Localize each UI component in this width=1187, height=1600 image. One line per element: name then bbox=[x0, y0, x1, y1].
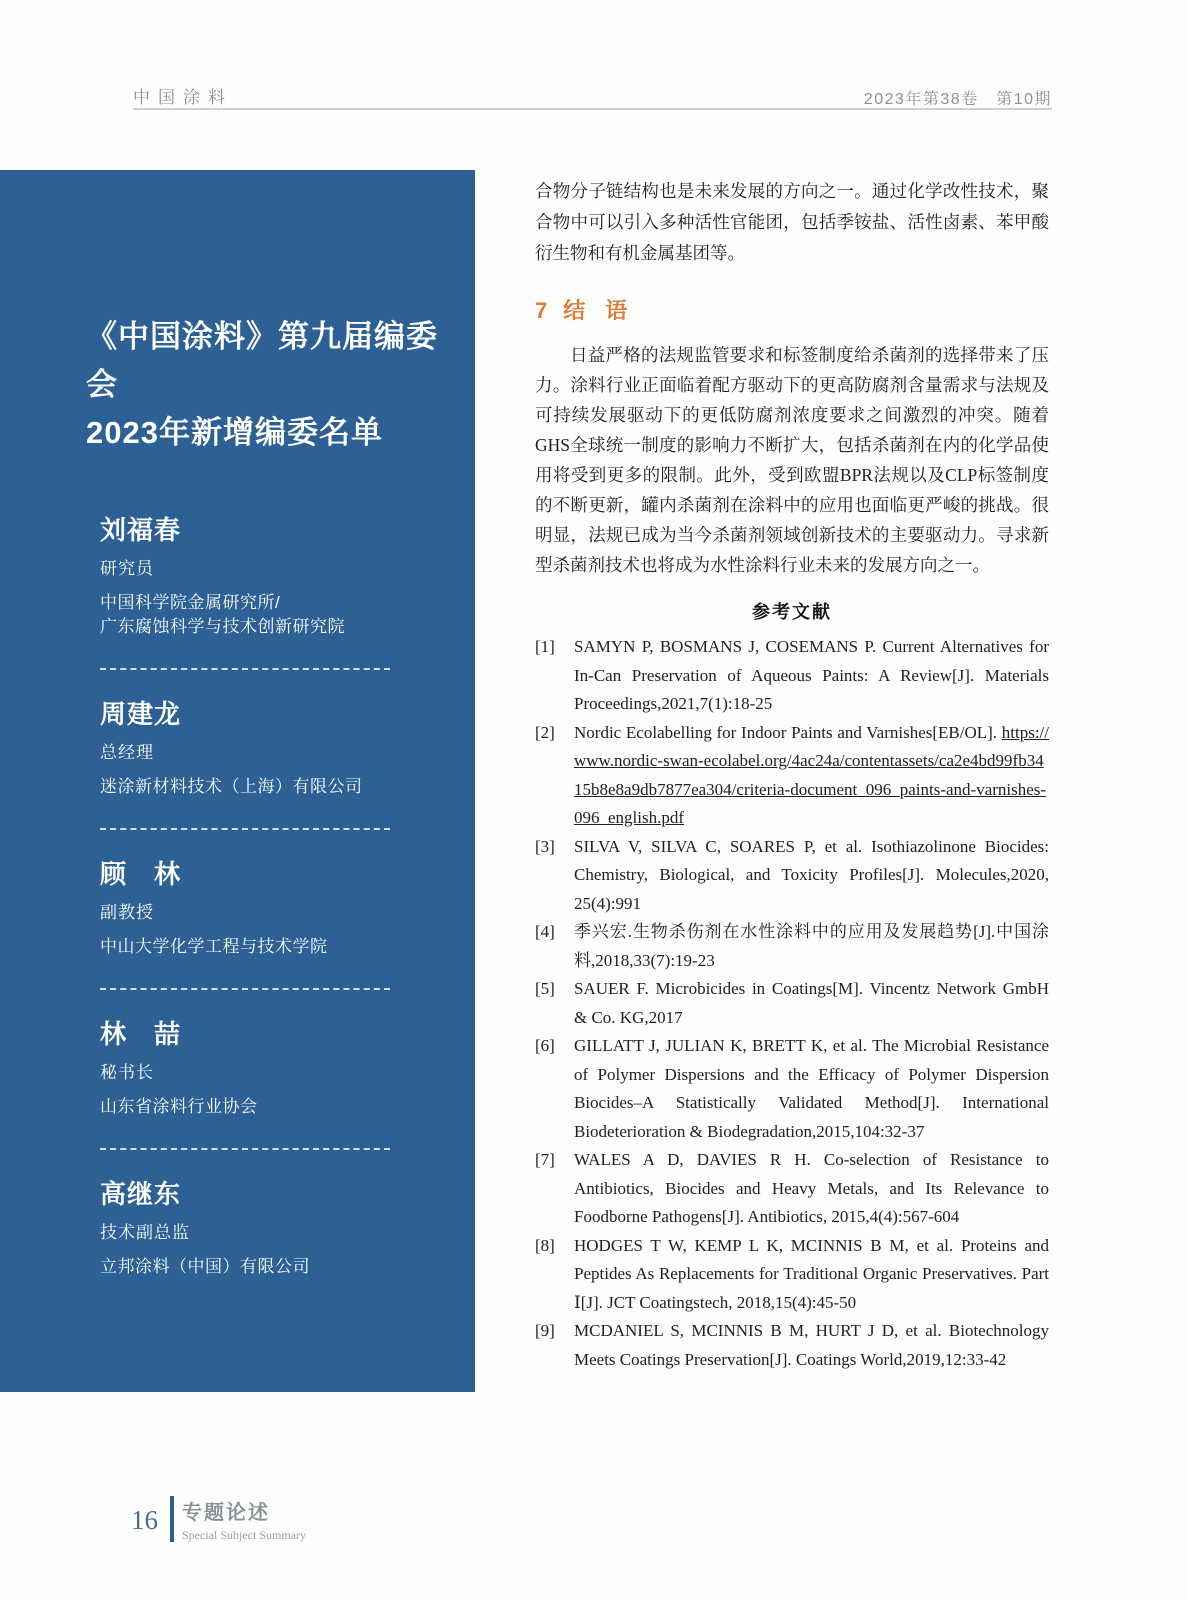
page-number: 16 bbox=[131, 1505, 158, 1535]
reference-text: SAMYN P, BOSMANS J, COSEMANS P. Current Alternatives for In-Can Preservation of Aqueous Paints: A Review[J]. Materials Proceedings,2021,7(1):18-25 bbox=[574, 637, 1049, 713]
member-name: 高继东 bbox=[100, 1179, 182, 1209]
reference-text: MCDANIEL S, MCINNIS B M, HURT J D, et al. Biotechnology Meets Coatings Preservation[J]. Coatings World,2019,12:33-42 bbox=[574, 1321, 1049, 1369]
issue-info: 2023年第38卷 第10期 bbox=[863, 91, 1052, 108]
member-affiliation: 迷涂新材料技术（上海）有限公司 bbox=[100, 777, 363, 796]
member-name: 周建龙 bbox=[100, 699, 182, 729]
member-entry bbox=[100, 1179, 390, 1279]
section-number: 7 bbox=[535, 298, 550, 323]
reference-item bbox=[535, 1146, 1049, 1232]
editorial-board-title-line1: 《中国涂料》第九届编委会 bbox=[86, 319, 438, 402]
conclusion-paragraph: 日益严格的法规监管要求和标签制度给杀菌剂的选择带来了压力。涂料行业正面临着配方驱动下的更高防腐剂含量需求与法规及可持续发展驱动下的更低防腐剂浓度要求之间激烈的冲突。随着GHS全球统一制度的影响力不断扩大，包括杀菌剂在内的化学品使用将受到更多的限制。此外，受到欧盟BPR法规以及CLP标签制度的不断更新，罐内杀菌剂在涂料中的应用也面临更严峻的挑战。很明显，法规已成为当今杀菌剂领域创新技术的主要驱动力。寻求新型杀菌剂技术也将成为水性涂料行业未来的发展方向之一。 bbox=[535, 345, 1049, 575]
reference-marker: [1] bbox=[535, 637, 555, 656]
reference-marker: [7] bbox=[535, 1150, 555, 1169]
member-affiliation: 中山大学化学工程与技术学院 bbox=[100, 937, 328, 956]
editorial-board-title bbox=[86, 313, 457, 457]
footer-section-cn: 专题论述 bbox=[182, 1502, 270, 1524]
member-role: 研究员 bbox=[100, 559, 154, 578]
reference-text: HODGES T W, KEMP L K, MCINNIS B M, et al. Proteins and Peptides As Replacements for Traditional Organic Preservatives. Part Ⅰ[J]. JCT Coatingstech, 2018,15(4):45-50 bbox=[574, 1235, 1049, 1312]
reference-marker: [8] bbox=[535, 1235, 555, 1255]
reference-marker: [9] bbox=[535, 1321, 555, 1340]
header-divider bbox=[133, 108, 1052, 110]
reference-marker: [4] bbox=[535, 922, 555, 941]
reference-text: GILLATT J, JULIAN K, BRETT K, et al. The Microbial Resistance of Polymer Dispersions and the Efficacy of Polymer Dispersion Biocides–A Statistically Validated Method[J]. International Biodeterioration & Biodegradation,2015,104:32-37 bbox=[574, 1036, 1049, 1141]
member-separator bbox=[100, 988, 390, 990]
reference-item bbox=[535, 918, 1049, 975]
reference-marker: [6] bbox=[535, 1036, 555, 1055]
member-list bbox=[100, 515, 390, 1279]
member-separator bbox=[100, 828, 390, 830]
reference-text: 季兴宏.生物杀伤剂在水性涂料中的应用及发展趋势[J].中国涂料,2018,33(7):19-23 bbox=[574, 922, 1049, 970]
reference-list bbox=[535, 633, 1049, 1374]
reference-item bbox=[535, 719, 1049, 833]
reference-item bbox=[535, 1317, 1049, 1374]
member-affiliation: 立邦涂料（中国）有限公司 bbox=[100, 1257, 310, 1276]
member-entry bbox=[100, 859, 390, 959]
references-heading: 参考文献 bbox=[752, 602, 832, 622]
reference-marker: [5] bbox=[535, 979, 555, 998]
intro-paragraph: 合物分子链结构也是未来发展的方向之一。通过化学改性技术，聚合物中可以引入多种活性官能团，包括季铵盐、活性卤素、苯甲酸衍生物和有机金属基团等。 bbox=[535, 181, 1049, 263]
member-role: 秘书长 bbox=[100, 1063, 154, 1082]
reference-text: SILVA V, SILVA C, SOARES P, et al. Isothiazolinone Biocides: Chemistry, Biological, and Toxicity Profiles[J]. Molecules,2020, 25(4):991 bbox=[574, 836, 1049, 913]
member-entry bbox=[100, 515, 390, 639]
member-entry bbox=[100, 699, 390, 799]
page-footer bbox=[131, 1496, 306, 1543]
member-role: 总经理 bbox=[100, 743, 154, 762]
reference-item bbox=[535, 975, 1049, 1032]
editorial-board-title-line2: 2023年新增编委名单 bbox=[86, 415, 383, 450]
editorial-board-panel bbox=[0, 170, 475, 1392]
reference-item bbox=[535, 1232, 1049, 1318]
member-name: 刘福春 bbox=[100, 515, 182, 545]
member-separator bbox=[100, 1148, 390, 1150]
reference-text: SAUER F. Microbicides in Coatings[M]. Vincentz Network GmbH & Co. KG,2017 bbox=[574, 979, 1049, 1027]
footer-divider bbox=[170, 1496, 174, 1542]
member-name: 顾 林 bbox=[100, 859, 182, 889]
member-affiliation: 中国科学院金属研究所/ 广东腐蚀科学与技术创新研究院 bbox=[100, 593, 345, 636]
reference-text: Nordic Ecolabelling for Indoor Paints and Varnishes[EB/OL]. https://www.nordic-swan-ecolabel.org/4ac24a/contentassets/ca2e4bd99fb3415b8e8a9db7877ea304/criteria-document_096_paints-and-varnishes-096_english.pdf bbox=[574, 722, 1049, 827]
reference-item bbox=[535, 1032, 1049, 1146]
reference-item bbox=[535, 833, 1049, 919]
section-title: 结语 bbox=[563, 298, 648, 323]
member-name: 林 喆 bbox=[100, 1019, 182, 1049]
member-affiliation: 山东省涂料行业协会 bbox=[100, 1097, 258, 1116]
member-role: 技术副总监 bbox=[100, 1223, 190, 1242]
member-entry bbox=[100, 1019, 390, 1119]
footer-section-en: Special Subject Summary bbox=[182, 1528, 306, 1542]
section-heading bbox=[535, 294, 1049, 325]
member-role: 副教授 bbox=[100, 903, 154, 922]
reference-url-link[interactable]: https://www.nordic-swan-ecolabel.org/4ac24a/contentassets/ca2e4bd99fb3415b8e8a9db7877ea304/criteria-document_096_paints-and-varnishes-096_english.pdf bbox=[574, 722, 1049, 827]
reference-text: WALES A D, DAVIES R H. Co-selection of Resistance to Antibiotics, Biocides and Heavy Metals, and Its Relevance to Foodborne Pathogens[J]. Antibiotics, 2015,4(4):567-604 bbox=[574, 1150, 1049, 1226]
reference-marker: [3] bbox=[535, 836, 555, 856]
reference-marker: [2] bbox=[535, 722, 555, 742]
member-separator bbox=[100, 668, 390, 670]
reference-item bbox=[535, 633, 1049, 719]
article-column bbox=[535, 176, 1049, 1374]
journal-name: 中国涂料 bbox=[133, 88, 233, 107]
